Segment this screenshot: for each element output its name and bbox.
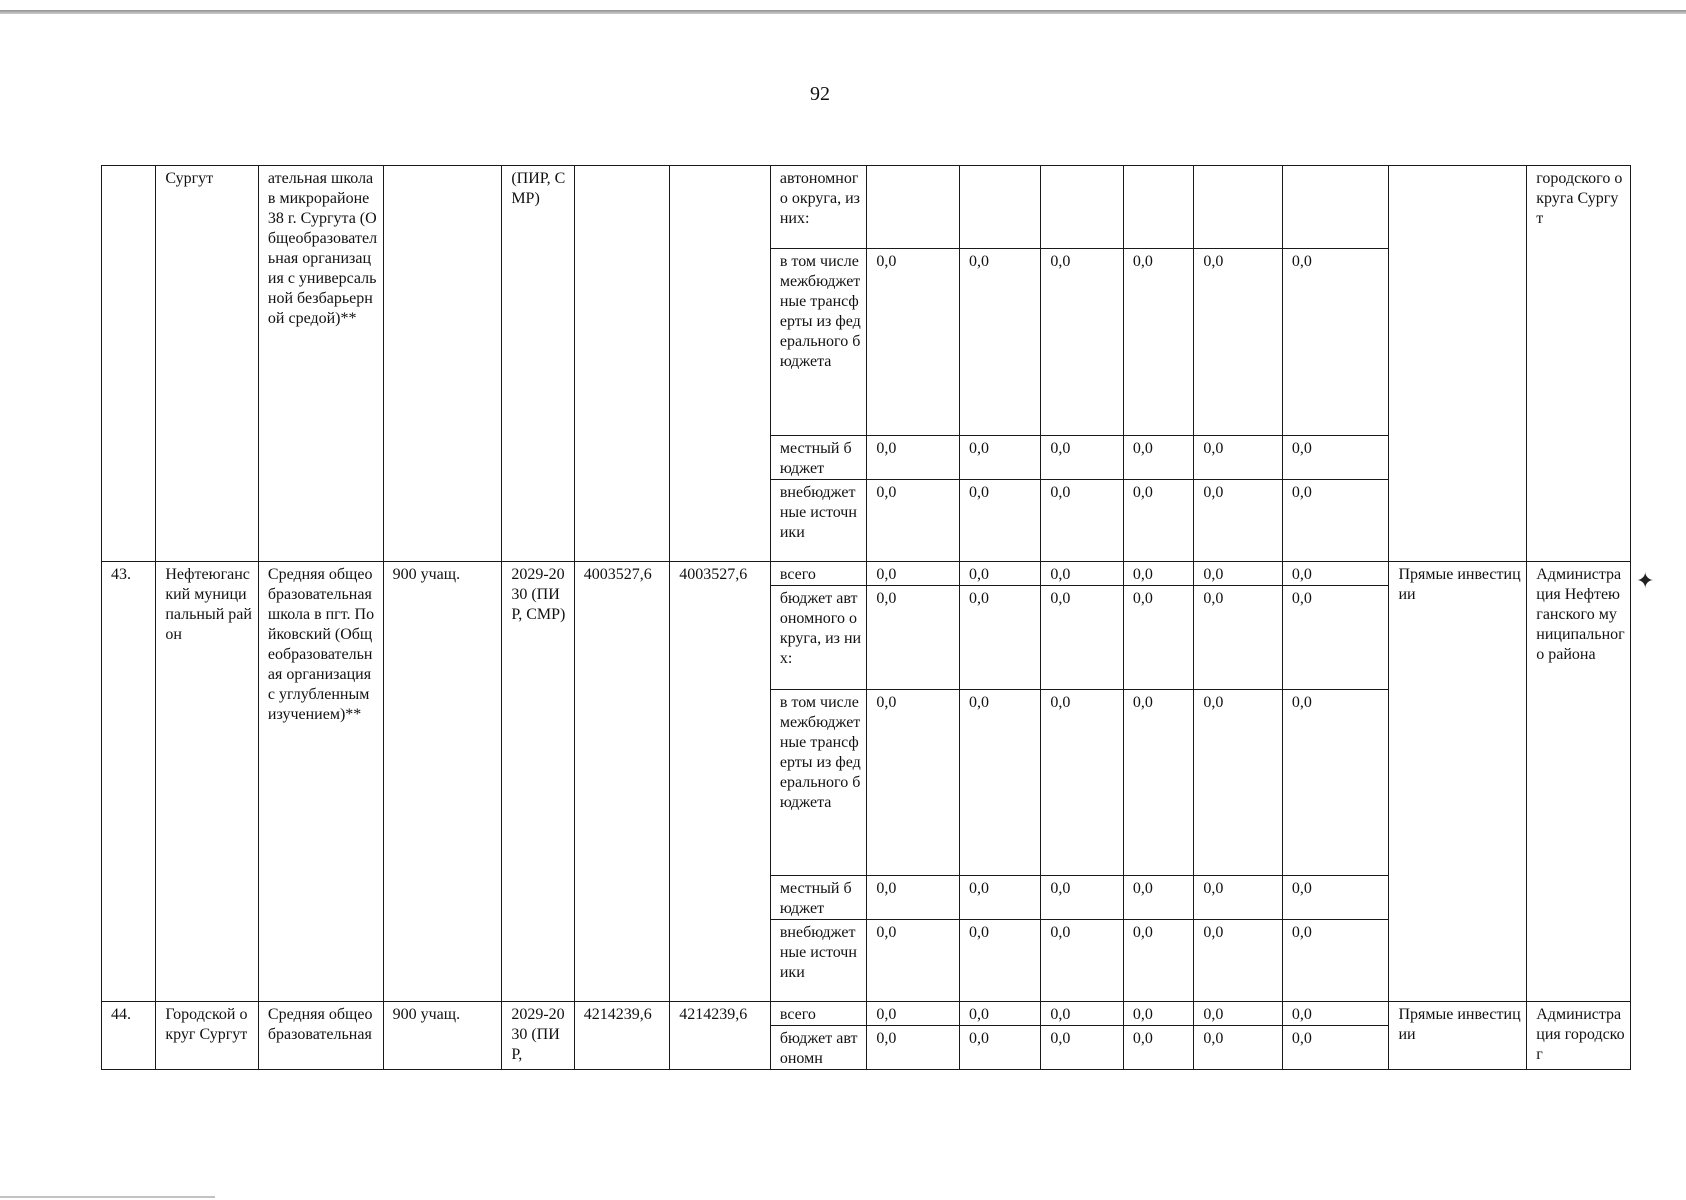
cell-period: 2029-2030 (ПИР, СМР)	[502, 562, 574, 1002]
cell-object: Средняя общеобразовательная	[258, 1002, 383, 1070]
cell-year-value: 0,0	[1123, 1026, 1193, 1070]
cell-cost-remaining	[670, 166, 771, 562]
cell-funding-source: местный бюджет	[770, 876, 867, 920]
cell-funding-source: в том числе межбюджетные трансферты из федерального бюджета	[770, 690, 867, 876]
cell-cost-total: 4003527,6	[574, 562, 670, 1002]
cell-year-value: 0,0	[1194, 480, 1283, 562]
cell-year-value: 0,0	[1194, 436, 1283, 480]
page-number: 92	[810, 83, 830, 105]
cell-year-value	[959, 166, 1040, 249]
cell-municipality: Сургут	[156, 166, 259, 562]
cell-funding-source: всего	[770, 1002, 867, 1026]
cell-year-value: 0,0	[1123, 690, 1193, 876]
cell-year-value	[1041, 166, 1123, 249]
cell-year-value: 0,0	[867, 876, 960, 920]
cell-year-value: 0,0	[1123, 876, 1193, 920]
cell-municipality: Нефтеюганский муниципальный район	[156, 562, 259, 1002]
cell-year-value: 0,0	[867, 436, 960, 480]
cell-year-value: 0,0	[1194, 249, 1283, 436]
cell-year-value: 0,0	[1041, 249, 1123, 436]
cell-year-value: 0,0	[1041, 586, 1123, 690]
cell-year-value	[1194, 166, 1283, 249]
cell-year-value: 0,0	[867, 249, 960, 436]
cell-year-value: 0,0	[1123, 586, 1193, 690]
cell-funding-source: бюджет автономн	[770, 1026, 867, 1070]
scan-ink-mark: ✦	[1636, 568, 1655, 593]
cell-year-value: 0,0	[959, 1002, 1040, 1026]
cell-year-value: 0,0	[1041, 480, 1123, 562]
table-row	[102, 1002, 1631, 1026]
cell-year-value: 0,0	[1282, 876, 1389, 920]
cell-year-value: 0,0	[867, 1026, 960, 1070]
cell-capacity: 900 учащ.	[383, 562, 502, 1002]
cell-year-value: 0,0	[1282, 1002, 1389, 1026]
cell-responsible: городского округа Сургут	[1527, 166, 1631, 562]
cell-year-value: 0,0	[1282, 586, 1389, 690]
table-row	[102, 166, 1631, 249]
table-row	[102, 562, 1631, 586]
cell-period: 2029-2030 (ПИР,	[502, 1002, 574, 1070]
cell-funding-source: автономного округа, из них:	[770, 166, 867, 249]
cell-year-value: 0,0	[1123, 1002, 1193, 1026]
cell-funding-source: бюджет автономного округа, из них:	[770, 586, 867, 690]
cell-responsible: Администрация городског	[1527, 1002, 1631, 1070]
cell-cost-total: 4214239,6	[574, 1002, 670, 1070]
cell-year-value: 0,0	[959, 690, 1040, 876]
investment-table	[101, 165, 1631, 1070]
cell-year-value: 0,0	[959, 876, 1040, 920]
cell-year-value: 0,0	[959, 586, 1040, 690]
cell-year-value: 0,0	[1282, 480, 1389, 562]
cell-year-value: 0,0	[959, 562, 1040, 586]
cell-year-value: 0,0	[1194, 876, 1283, 920]
cell-year-value: 0,0	[1123, 920, 1193, 1002]
cell-year-value: 0,0	[1282, 562, 1389, 586]
cell-year-value: 0,0	[1041, 690, 1123, 876]
cell-year-value: 0,0	[867, 480, 960, 562]
cell-year-value: 0,0	[959, 480, 1040, 562]
cell-year-value: 0,0	[959, 920, 1040, 1002]
cell-municipality: Городской округ Сургут	[156, 1002, 259, 1070]
cell-year-value: 0,0	[1041, 876, 1123, 920]
cell-year-value: 0,0	[1123, 480, 1193, 562]
cell-object: Средняя общеобразовательная школа в пгт. Пойковский (Общеобразовательная организация с углубленным изучением)**	[258, 562, 383, 1002]
cell-method: Прямые инвестиции	[1389, 562, 1527, 1002]
cell-period: (ПИР, СМР)	[502, 166, 574, 562]
cell-method: Прямые инвестиции	[1389, 1002, 1527, 1070]
cell-year-value	[867, 166, 960, 249]
cell-method	[1389, 166, 1527, 562]
cell-funding-source: внебюджетные источники	[770, 480, 867, 562]
cell-funding-source: в том числе межбюджетные трансферты из федерального бюджета	[770, 249, 867, 436]
cell-year-value: 0,0	[959, 1026, 1040, 1070]
cell-year-value: 0,0	[867, 586, 960, 690]
cell-cost-remaining: 4003527,6	[670, 562, 771, 1002]
cell-year-value: 0,0	[1123, 562, 1193, 586]
cell-year-value: 0,0	[1194, 920, 1283, 1002]
cell-year-value: 0,0	[1123, 436, 1193, 480]
cell-no: 43.	[102, 562, 156, 1002]
cell-year-value	[1282, 166, 1389, 249]
cell-year-value: 0,0	[867, 562, 960, 586]
cell-year-value: 0,0	[1194, 586, 1283, 690]
cell-funding-source: местный бюджет	[770, 436, 867, 480]
cell-year-value: 0,0	[1041, 1026, 1123, 1070]
cell-year-value: 0,0	[1041, 436, 1123, 480]
cell-year-value: 0,0	[1282, 436, 1389, 480]
cell-object: ательная школа в микрорайоне 38 г. Сургута (Общеобразовательная организация с универсальной безбарьерной средой)**	[258, 166, 383, 562]
cell-year-value: 0,0	[1282, 249, 1389, 436]
cell-year-value	[1123, 166, 1193, 249]
cell-year-value: 0,0	[867, 1002, 960, 1026]
cell-year-value: 0,0	[867, 920, 960, 1002]
cell-year-value: 0,0	[1194, 1002, 1283, 1026]
cell-responsible: Администрация Нефтеюганского муниципального района	[1527, 562, 1631, 1002]
cell-year-value: 0,0	[959, 249, 1040, 436]
cell-year-value: 0,0	[1282, 920, 1389, 1002]
cell-funding-source: внебюджетные источники	[770, 920, 867, 1002]
cell-no	[102, 166, 156, 562]
cell-cost-remaining: 4214239,6	[670, 1002, 771, 1070]
cell-year-value: 0,0	[1194, 1026, 1283, 1070]
cell-year-value: 0,0	[1194, 562, 1283, 586]
cell-funding-source: всего	[770, 562, 867, 586]
cell-no: 44.	[102, 1002, 156, 1070]
cell-year-value: 0,0	[1123, 249, 1193, 436]
cell-year-value: 0,0	[1282, 1026, 1389, 1070]
scan-top-edge	[0, 10, 1686, 14]
cell-year-value: 0,0	[867, 690, 960, 876]
cell-year-value: 0,0	[1282, 690, 1389, 876]
cell-year-value: 0,0	[1194, 690, 1283, 876]
cell-year-value: 0,0	[1041, 562, 1123, 586]
cell-year-value: 0,0	[1041, 920, 1123, 1002]
cell-capacity	[383, 166, 502, 562]
cell-year-value: 0,0	[1041, 1002, 1123, 1026]
cell-capacity: 900 учащ.	[383, 1002, 502, 1070]
cell-cost-total	[574, 166, 670, 562]
cell-year-value: 0,0	[959, 436, 1040, 480]
table-body	[102, 166, 1631, 1070]
scan-bottom-edge	[0, 1196, 215, 1198]
